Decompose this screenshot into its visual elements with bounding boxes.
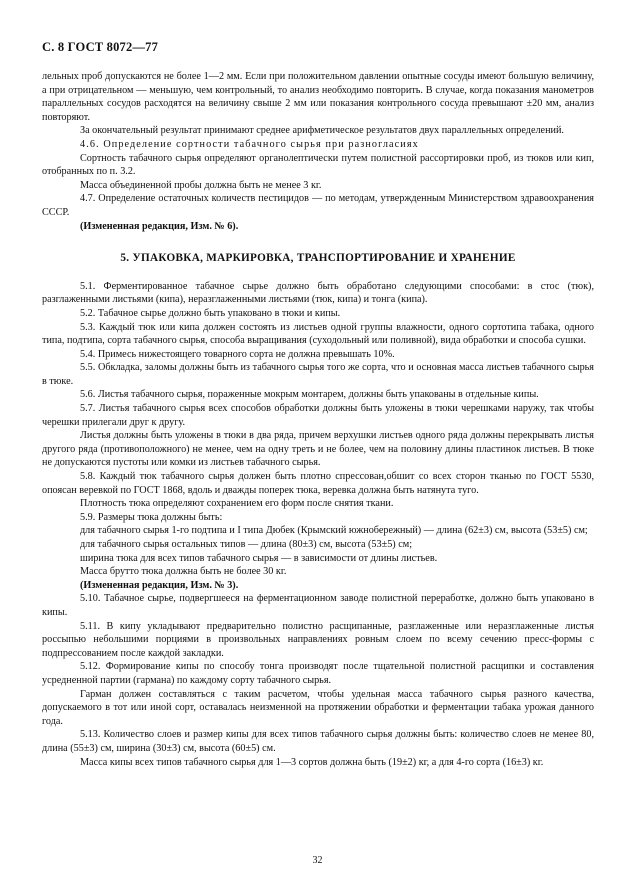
- paragraph: 5.10. Табачное сырье, подвергшееся на ферментационном заводе полистной переработке, должно быть упаковано в кипы.: [42, 593, 594, 618]
- paragraph: 5.2. Табачное сырье должно быть упаковано в тюки и кипы.: [80, 307, 341, 319]
- paragraph: 5.8. Каждый тюк табачного сырья должен быть плотно спрессован,обшит со всех сторон тканью по ГОСТ 5530, опоясан веревкой по ГОСТ 1868, вдоль и дважды поперек тюка, веревка должна быть натянута туго.: [42, 471, 594, 496]
- paragraph: лельных проб допускаются не более 1—2 мм. Если при положительном давлении опытные сосуды имеют большую величину, а при отрицательном — меньшую, чем контрольный, то анализ необходимо повторить. В случае, когда показания манометров параллельных сосудов расходятся на величину свыше 2 мм или показания контрольного сосуда превышают ±20 мм, анализ повторяют.: [42, 71, 594, 123]
- paragraph: 5.4. Примесь нижестоящего товарного сорта не должна превышать 10%.: [80, 348, 395, 360]
- paragraph: 4.7. Определение остаточных количеств пестицидов — по методам, утвержденным Министерством здравоохранения СССР.: [42, 193, 594, 218]
- paragraph: Сортность табачного сырья определяют органолептически путем полистной рассортировки проб, из тюков или кип, отобранных по п. 3.2.: [42, 152, 594, 178]
- paragraph: За окончательный результат принимают среднее арифметическое результатов двух параллельных определений.: [80, 125, 564, 137]
- paragraph: 5.12. Формирование кипы по способу тонга производят после тщательной полистной расщипки и составления усредненной партии (гармана) по каждому сорту табачного сырья.: [42, 661, 594, 686]
- paragraph: 5.6. Листья табачного сырья, пораженные мокрым монтарем, должны быть упакованы в отдельные кипы.: [80, 389, 539, 401]
- paragraph: (Измененная редакция, Изм. № 3).: [80, 579, 239, 591]
- paragraph: Гарман должен составляться с таким расчетом, чтобы удельная масса табачного сырья разного качества, допускаемого в тот или иной сорт, оставалась неизменной на протяжении обработки и ферментации табака урожая данного года.: [42, 688, 594, 727]
- paragraph: 5.7. Листья табачного сырья всех способов обработки должны быть уложены в тюки черешками наружу, так чтобы черешки прилегали друг к другу.: [42, 403, 594, 428]
- paragraph: 5.11. В кипу укладывают предварительно полистно расщипанные, разглаженные или неразглаженные листья россыпью небольшими порциями в произвольных направлениях ровным слоем по всему сечению пресс-формы с подпрессованием после каждой закладки.: [42, 620, 594, 659]
- paragraph: 5.5. Обкладка, заломы должны быть из табачного сырья того же сорта, что и основная масса листьев табачного сырья в тюке.: [42, 362, 594, 387]
- paragraph: Масса брутто тюка должна быть не более 30 кг.: [80, 566, 287, 578]
- paragraph: Листья должны быть уложены в тюки в два ряда, причем верхушки листьев одного ряда должны перекрывать листья другого ряда (противоположного) не менее, чем на одну треть и не более, чем на половину длины пластинок листьев. В тюке не допускаются пустоты или комки из листьев табачного сырья.: [42, 430, 594, 469]
- page-body: [42, 70, 594, 769]
- section-title: 5. УПАКОВКА, МАРКИРОВКА, ТРАНСПОРТИРОВАНИЕ И ХРАНЕНИЕ: [120, 252, 516, 265]
- page-header: С. 8 ГОСТ 8072—77: [42, 40, 159, 54]
- paragraph: ширина тюка для всех типов табачного сырья — в зависимости от длины листьев.: [80, 552, 438, 564]
- page-number: 32: [312, 855, 323, 866]
- section-4-continuation: [42, 70, 594, 233]
- paragraph: 5.3. Каждый тюк или кипа должен состоять из листьев одной группы влажности, одного сортотипа табака, одного типа, подтипа, сорта табачного сырья, способа выращивания (суходольный или поливной), вида обработки и способа сушки.: [42, 321, 594, 347]
- paragraph: 5.1. Ферментированное табачное сырье должно быть обработано следующими способами: в стос (тюк), разглаженными листьями (кипа), неразглаженными листьями (тюк, кипа) и тонга (кипа).: [42, 280, 594, 306]
- paragraph: для табачного сырья 1-го подтипа и I типа Дюбек (Крымский южнобережный) — длина (62±3) см, высота (53±5) см;: [80, 525, 588, 537]
- paragraph: 5.9. Размеры тюка должны быть:: [80, 511, 223, 523]
- section-5-body: [42, 280, 594, 769]
- paragraph: 5.13. Количество слоев и размер кипы для всех типов табачного сырья должны быть: количество слоев не менее 80, длина (55±3) см, ширина (30±3) см, высота (60±5) см.: [42, 729, 594, 754]
- paragraph: (Измененная редакция, Изм. № 6).: [80, 220, 239, 232]
- paragraph: Плотность тюка определяют сохранением его форм после снятия ткани.: [80, 498, 394, 510]
- paragraph: 4.6. Определение сортности табачного сырья при разногласиях: [80, 138, 419, 150]
- paragraph: для табачного сырья остальных типов — длина (80±3) см, высота (53±5) см;: [80, 539, 413, 550]
- paragraph: Масса кипы всех типов табачного сырья для 1—3 сортов должна быть (19±2) кг, а для 4-го сорта (16±3) кг.: [80, 756, 544, 768]
- paragraph: Масса объединенной пробы должна быть не менее 3 кг.: [80, 179, 322, 191]
